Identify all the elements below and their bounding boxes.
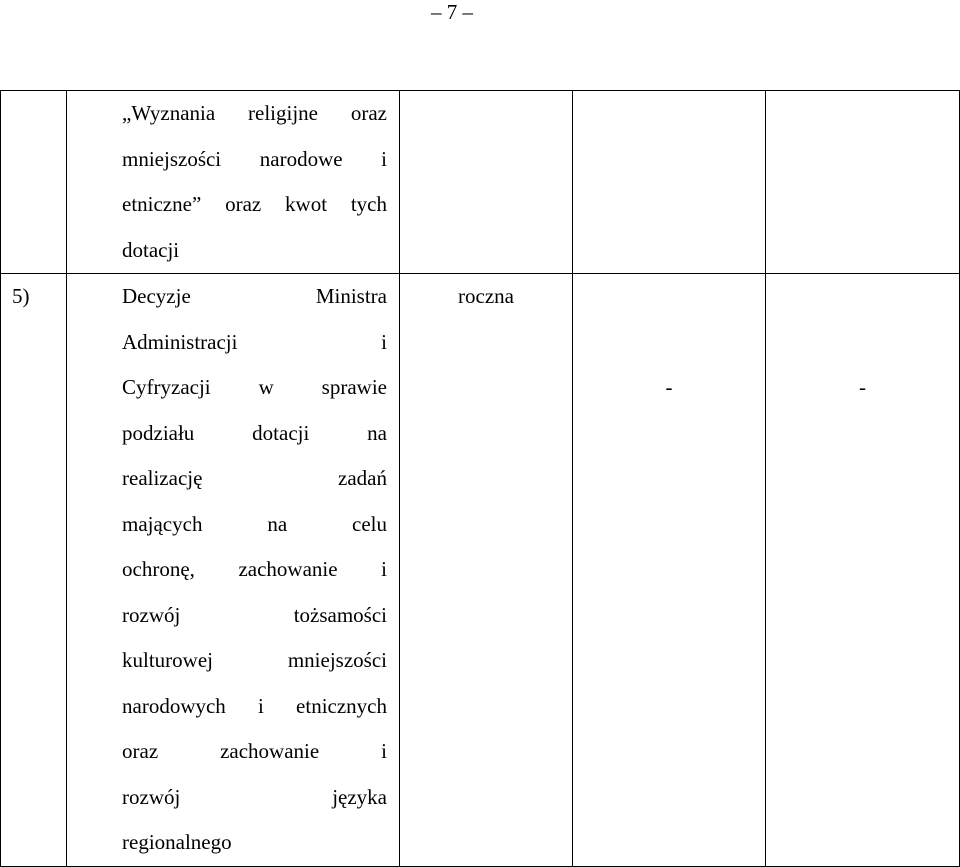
cell-frequency	[400, 274, 573, 867]
cell-col5	[766, 274, 960, 867]
cell-col4	[573, 274, 766, 867]
col5-value: -	[859, 375, 866, 399]
frequency-value: roczna	[458, 284, 514, 308]
cell-col5-empty	[766, 91, 960, 274]
col4-value: -	[665, 375, 673, 399]
document-table	[0, 90, 960, 867]
text-line: oraz zachowanie i	[122, 739, 387, 763]
row-number: 5)	[12, 284, 30, 308]
text-line: dotacji	[122, 237, 180, 262]
text-line: realizację zadań	[122, 466, 387, 490]
text-line: mających na celu	[122, 511, 387, 536]
cell-col4-empty	[573, 91, 766, 274]
text-line: ochronę, zachowanie i	[122, 557, 387, 581]
page-number: – 7 –	[431, 0, 473, 24]
text-line: regionalnego	[122, 830, 232, 854]
text-line: Administracji i	[122, 329, 387, 354]
text-line: „Wyznania religijne oraz	[122, 101, 387, 125]
text-line: Cyfryzacji w sprawie	[122, 375, 387, 399]
text-line: rozwój tożsamości	[122, 602, 387, 627]
cell-frequency-empty	[400, 91, 573, 274]
table-row-main	[1, 274, 960, 867]
text-line: Decyzje Ministra	[122, 284, 387, 308]
table-row-continued	[1, 91, 960, 274]
cell-name	[67, 274, 400, 867]
main-text	[67, 274, 399, 866]
text-line: rozwój języka	[122, 784, 387, 809]
text-line: kulturowej mniejszości	[122, 648, 387, 672]
text-line: etniczne” oraz kwot tych	[122, 192, 387, 216]
cell-number-empty	[1, 91, 67, 274]
text-line: podziału dotacji na	[122, 420, 387, 445]
text-line: mniejszości narodowe i	[122, 146, 387, 171]
text-line: narodowych i etnicznych	[122, 693, 387, 718]
cell-name-continued	[67, 91, 400, 274]
cell-number	[1, 274, 67, 867]
continued-text	[67, 91, 399, 273]
